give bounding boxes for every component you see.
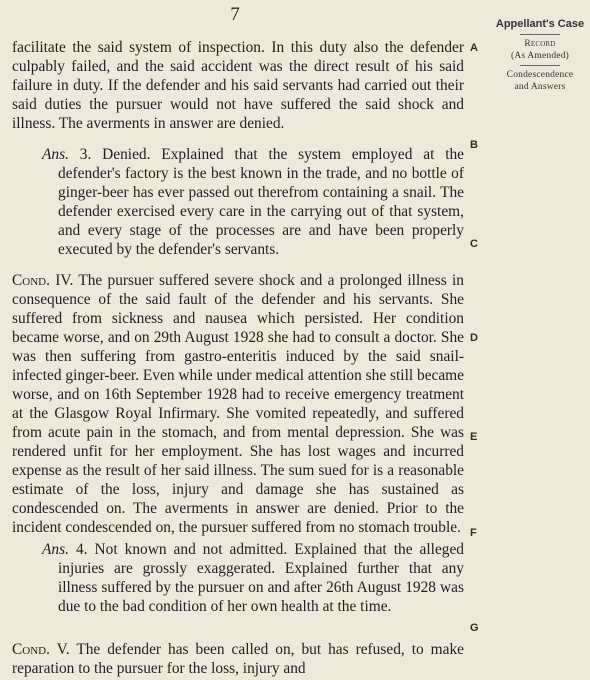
- ans-label: Ans.: [42, 541, 69, 558]
- condescendence-label: Condescendence: [506, 70, 574, 80]
- amended-label: (As Amended): [510, 51, 570, 61]
- margin-letter-c: C: [470, 238, 478, 250]
- condescendence-5: [12, 640, 464, 678]
- divider: [520, 34, 560, 35]
- paragraph-text: [42, 145, 464, 259]
- answer-4: [42, 540, 464, 616]
- record-label: Record: [524, 39, 556, 49]
- divider: [520, 65, 560, 66]
- cond-label: Cond.: [12, 272, 50, 289]
- ans-label: Ans.: [42, 146, 69, 163]
- answer-3: [42, 145, 464, 259]
- condescendence-3-continued: [12, 38, 464, 133]
- margin-letter-f: F: [470, 527, 477, 539]
- margin-letter-d: D: [470, 332, 478, 344]
- cond-body: IV. The pursuer suffered severe shock and a prolonged illness in consequence of the said fault of the defender and his servants. She suffered from sickness and nausea which persisted. Her condition became worse, and on 29th August 1928 she had to consult a doctor. She was then suffering from gastro-enteritis induced by the said snail-infected ginger-beer. Even while under medical attention she still became worse, and on 16th September 1928 had to receive emergency treatment at the Glasgow Royal Infirmary. She vomited repeatedly, and suffered from acute pain in the stomach, and from mental depression. She was rendered unfit for her employment. She has lost wages and incurred expense as the result of her said illness. The sum sued for is a reasonable estimate of the loss, injury and damage she has sustained as condescended on. The averments in answer are denied. Prior to the incident condescended on, the pursuer suffered from no stomach trouble.: [12, 272, 464, 536]
- ans-body: 3. Denied. Explained that the system employed at the defender's factory is the best known in the trade, and no bottle of ginger-beer has ever passed out therefrom containing a snail. The defender exercised every care in the carrying out of that system, and every stage of the processes are and have been properly executed by the defender's servants.: [58, 146, 464, 258]
- case-title: Appellant's Case: [495, 18, 585, 30]
- condescendence-4: [12, 271, 464, 537]
- paragraph-text: facilitate the said system of inspection. In this duty also the defender culpably failed, and the said accident was the direct result of his said failure in duty. If the defender and his said servants had carried out their said duties the pursuer would not have suffered the said shock and illness. The averments in answer are denied.: [12, 39, 464, 132]
- cond-label: Cond.: [12, 641, 50, 658]
- paragraph-text: [12, 271, 464, 537]
- cond-body: V. The defender has been called on, but has refused, to make reparation to the pursuer for the loss, injury and: [12, 641, 464, 677]
- ans-body: 4. Not known and not admitted. Explained that the alleged injuries are grossly exaggerated. Explained further that any illness suffered by the pursuer on and after 26th August 1928 was due to the bad condition of her own health at the time.: [58, 541, 464, 615]
- margin-letter-e: E: [470, 431, 478, 443]
- page-number: 7: [230, 4, 240, 25]
- margin-letter-a: A: [470, 42, 478, 54]
- paragraph-text: [12, 640, 464, 678]
- case-header: [490, 18, 590, 93]
- answers-label: and Answers: [514, 82, 566, 92]
- paragraph-text: [42, 540, 464, 616]
- margin-letter-g: G: [470, 622, 479, 634]
- margin-letter-b: B: [470, 139, 478, 151]
